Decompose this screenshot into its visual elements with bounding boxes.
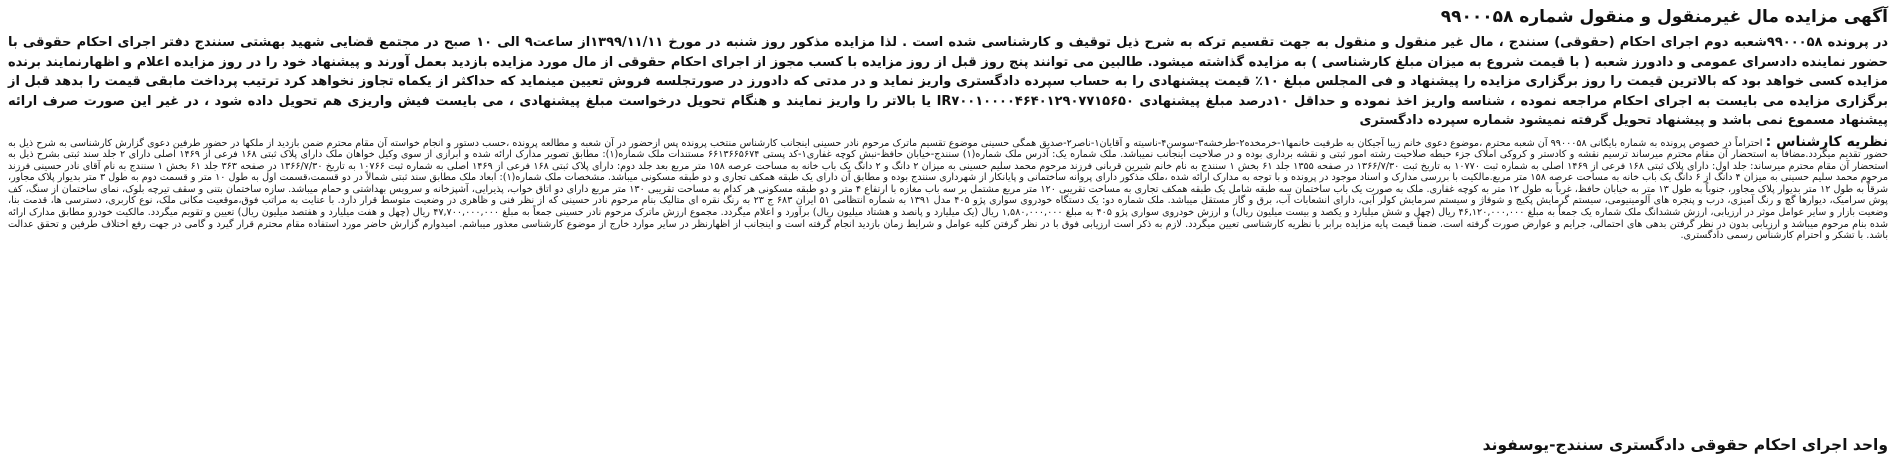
issuer-signature: واحد اجرای احکام حقوقی دادگستری سنندج-یوسفوند — [1482, 436, 1888, 454]
expert-text: احتراماً در خصوص پرونده به شماره بایگانی ۹۹۰۰۰۵۸ آن شعبه محترم ،موضوع دعوی خانم زیبا آجیکان به طرفیت خانمها۱-خرمخده۲-طرخشه۳-سوسن۴-ناسیته و آقایان۱-ناصر۲-صدیق همگی حسینی موضوع تقسیم ماترک مرحوم نادر حسینی اینجانب کارشناس منتخب پرونده پس ازحضور در آن شعبه و مطالعه پرونده ،حسب دستور و انجام خواسته آن مقام محترم ضمن بازدید از ملکها در حضور طرفین دعوی گزارش کارشناسی به شرح ذیل به حضور تقدیم میگردد.مضافاً به استحضار آن مقام محترم میرساند ترسیم نقشه و کادستر و کروکی املاک جزء حیطه صلاحیت رشته امور ثبتی و نقشه برداری بوده و در صلاحیت اینجانب نمیباشد. ملک شماره یک: آدرس ملک شماره(۱) سنندج-خیابان حافظ-نبش کوچه غفاری۱-کد پستی ۶۶۱۳۶۶۵۶۷۴ مستندات ملک شماره(۱): مطابق تصویر مدارک ارائه شده و ابرازی از سوی وکیل خواهان ملک دارای پلاک ثبتی ۱۶۸ فرعی از ۱۴۶۹ اصلی دارای ۲ جلد سند ثبتی بشرح ذیل به استحضار آن مقام محترم میرساند: جلد اول: دارای پلاک ثبتی ۱۶۸ فرعی از ۱۴۶۹ اصلی به شماره ثبت ۱۰۷۷۰ به تاریخ ثبت ۱۳۶۶/۷/۳۰ در صفحه ۱۳۵۵ جلد ۶۱ بخش ۱ سنندج به نام خانم شیرین قربانی فرزند مرحوم محمد سلیم حسینی به میزان ۲ دانگ و ۲ دانگ یک باب خانه به مساحت عرصه ۱۵۸ متر مربع بعد جلد دوم: دارای پلاک ثبتی ۱۶۸ فرعی از ۱۴۶۹ اصلی به شماره ثبت ۱۰۷۶۶ به تاریخ ۱۳۶۶/۷/۳۰ در صفحه ۳۶۳ جلد ۶۱ بخش ۱ سنندج به نام آقای نادر حسینی فرزند مرحوم محمد سلیم حسینی به میزان ۴ دانگ از ۶ دانگ یک باب خانه به مساحت عرصه ۱۵۸ متر مربع.مالکیت با بررسی مدارک و اسناد موجود در پرونده و با توجه به مدارک ارائه شده ،ملک مذکور دارای پروانه ساختمانی و پایانکار از شهرداری سنندج بوده و مطابق آن دارای یک طبقه همکف تجاری و دو طبقه مسکونی میباشد. مشخصات ملک شماره(۱): ابعاد ملک مطابق سند ثبتی شمالاً در دو قسمت،قسمت اول به طول ۱۰ متر و قسمت دوم به طول ۳ متر بدیوار پلاک مجاور، شرقاً به طول ۱۲ متر بدیوار پلاک مجاور، جنوباً به طول ۱۳ متر به خیابان حافظ، غرباً به طول ۱۲ متر به کوچه غفاری. ملک به صورت یک باب ساختمان سه طبقه شامل یک طبقه همکف تجاری به مساحت تقریبی ۱۲۰ متر مربع مشتمل بر سه باب مغازه با ارتفاع ۴ متر و دو طبقه مسکونی هر کدام به مساحت تقریبی ۱۳۰ متر مربع دارای دو اتاق خواب، پذیرایی، آشپزخانه و سرویس بهداشتی و حمام میباشد. سازه ساختمان بتنی و سقف تیرچه بلوک، نمای ساختمان از سنگ، کف پوش سرامیک، دیوارها گچ و رنگ آمیزی، درب و پنجره های آلومینیومی، سیستم گرمایش پکیج و شوفاژ و سیستم سرمایش کولر آبی، دارای انشعابات آب، برق و گاز مستقل میباشد. ملک شماره دو: یک دستگاه خودروی سواری پژو ۴۰۵ مدل ۱۳۹۱ به شماره انتظامی ۵۱ ایران ۶۸۳ ج ۲۳ به رنگ نقره ای متالیک بنام مرحوم نادر حسینی که از نظر فنی و ظاهری در وضعیت متوسط قرار دارد. با عنایت به مراتب فوق،موقعیت مکانی ملک، نوع کاربری، دسترسی ها، قدمت بنا، وضعیت بازار و سایر عوامل موثر در ارزیابی، ارزش ششدانگ ملک شماره یک جمعاً به مبلغ ۴۶,۱۲۰,۰۰۰,۰۰۰ ریال (چهل و شش میلیارد و یکصد و بیست میلیون ریال) و ارزش خودروی سواری پژو ۴۰۵ به مبلغ ۱,۵۸۰,۰۰۰,۰۰۰ ریال (یک میلیارد و پانصد و هشتاد میلیون ریال) برآورد و اعلام میگردد. مجموع ارزش ماترک مرحوم نادر حسینی جمعاً به مبلغ ۴۷,۷۰۰,۰۰۰,۰۰۰ ریال (چهل و هفت میلیارد و هفتصد میلیون ریال) تعیین و تقویم میگردد. مالکیت خودرو مطابق مدارک ارائه شده بنام مرحوم میباشد و ارزیابی بدون در نظر گرفتن بدهی های احتمالی، جرایم و عوارض صورت گرفته است. ضمناً قیمت پایه مزایده برابر با نظریه کارشناسی تعیین میگردد. لازم به ذکر است ارزیابی فوق با در نظر گرفتن کلیه عوامل و شرایط زمان بازدید انجام گرفته است و اینجانب از اظهارنظر در سایر موارد خارج از موضوع کارشناسی معذور میباشم. امیدوارم گزارش حاضر مورد استفاده مقام محترم قرار گیرد و گامی در جهت رفع اختلاف طرفین و تحقق عدالت باشد. با تشکر و احترام کارشناس رسمی دادگستری. — [8, 137, 1889, 242]
notice-body: در پرونده ۹۹۰۰۰۵۸شعبه دوم اجرای احکام (حقوقی) سنندج ، مال غیر منقول و منقول به جهت تقسیم ترکه به شرح ذیل توقیف و کارشناسی شده است . لذا مزایده مذکور روز شنبه در مورخ ۱۳۹۹/۱۱/۱۱از ساعت۹ الی ۱۰ صبح در مجتمع قضایی شهید بهشتی سنندج دفتر اجرای احکام حقوقی با حضور نماینده دادسرای عمومی و دادورز شعبه ( با قیمت شروع به میزان مبلغ کارشناسی ) به مزایده گذاشته میشود. طالبین می توانند پنج روز قبل از روز مزایده با کسب مجوز از اجرای احکام حقوقی از مال مورد مزایده بازدید بعمل آورند و پیشنهاد خود را در روز مزایده اعلام و اظهارنمایند برنده مزایده کسی خواهد بود که بالاترین قیمت را روز برگزاری مزایده را پیشنهاد و فی المجلس مبلغ ۱۰٪ قیمت پیشنهادی را به حساب سپرده دادگستری واریز نماید و در مدتی که دادورز در صورتجلسه فروش تعیین مینماید که حداکثر از یکماه تجاوز نخواهد کرد ترتیب پرداخت مابقی قیمت را بدهد قبل از برگزاری مزایده می بایست به اجرای احکام مراجعه نموده ، شناسه واریز اخذ نموده و حداقل ۱۰درصد مبلغ پیشنهادی IR۷۰۰۱۰۰۰۰۴۶۴۰۱۲۹۰۷۷۱۵۶۵۰ یا بالاتر را واریز نمایند و هنگام تحویل درخواست مبلغ پیشنهادی ، می بایست فیش واریزی هم تحویل داده شود ، در غیر این صورت صرف ارائه پیشنهاد مسموع نمی باشد و پیشنهاد تحویل گرفته نمیشود شماره سپرده دادگستری — [8, 35, 1888, 128]
notice-title: آگهی مزایده مال غیرمنقول و منقول شماره ۹۹۰۰۰۵۸ — [1440, 7, 1888, 27]
expert-opinion — [8, 133, 1889, 242]
expert-heading: نظریه کارشناس : — [1765, 133, 1889, 150]
